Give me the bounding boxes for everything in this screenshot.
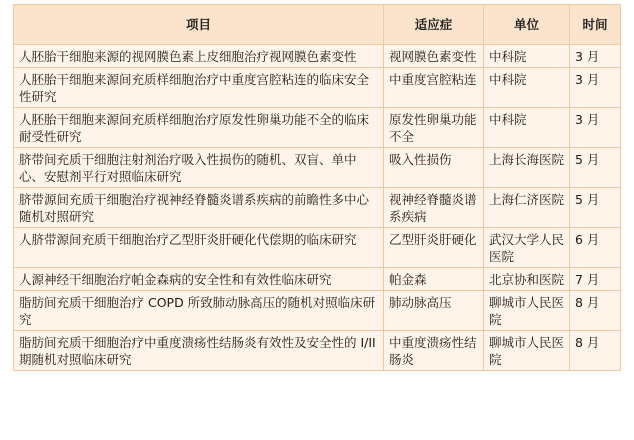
table-row bbox=[14, 331, 621, 371]
project-cell: 人胚胎干细胞来源间充质样细胞治疗中重度宫腔粘连的临床安全性研究 bbox=[14, 68, 384, 108]
institution-cell: 上海长海医院 bbox=[484, 148, 570, 188]
table-row bbox=[14, 108, 621, 148]
project-cell: 人胚胎干细胞来源的视网膜色素上皮细胞治疗视网膜色素变性 bbox=[14, 45, 384, 68]
indication-cell: 帕金森 bbox=[384, 268, 484, 291]
institution-cell: 聊城市人民医院 bbox=[484, 331, 570, 371]
time-cell: 3 月 bbox=[570, 108, 621, 148]
indication-cell: 视神经脊髓炎谱系疾病 bbox=[384, 188, 484, 228]
time-cell: 8 月 bbox=[570, 331, 621, 371]
institution-cell: 聊城市人民医院 bbox=[484, 291, 570, 331]
indication-cell: 吸入性损伤 bbox=[384, 148, 484, 188]
institution-cell: 中科院 bbox=[484, 45, 570, 68]
institution-cell: 上海仁济医院 bbox=[484, 188, 570, 228]
time-cell: 5 月 bbox=[570, 188, 621, 228]
indication-cell: 乙型肝炎肝硬化 bbox=[384, 228, 484, 268]
project-cell: 人源神经干细胞治疗帕金森病的安全性和有效性临床研究 bbox=[14, 268, 384, 291]
project-cell: 脐带源间充质干细胞治疗视神经脊髓炎谱系疾病的前瞻性多中心随机对照研究 bbox=[14, 188, 384, 228]
indication-cell: 原发性卵巢功能不全 bbox=[384, 108, 484, 148]
header-project: 项目 bbox=[14, 5, 384, 45]
table-row bbox=[14, 45, 621, 68]
clinical-trials-table bbox=[13, 4, 621, 371]
header-indication: 适应症 bbox=[384, 5, 484, 45]
time-cell: 3 月 bbox=[570, 45, 621, 68]
indication-cell: 视网膜色素变性 bbox=[384, 45, 484, 68]
institution-cell: 武汉大学人民医院 bbox=[484, 228, 570, 268]
time-cell: 5 月 bbox=[570, 148, 621, 188]
table-row bbox=[14, 68, 621, 108]
table-row bbox=[14, 228, 621, 268]
institution-cell: 中科院 bbox=[484, 68, 570, 108]
header-time: 时间 bbox=[570, 5, 621, 45]
project-cell: 脂肪间充质干细胞治疗中重度溃疡性结肠炎有效性及安全性的 I/II 期随机对照临床研究 bbox=[14, 331, 384, 371]
table-row bbox=[14, 268, 621, 291]
indication-cell: 中重度宫腔粘连 bbox=[384, 68, 484, 108]
header-institution: 单位 bbox=[484, 5, 570, 45]
table-row bbox=[14, 148, 621, 188]
institution-cell: 中科院 bbox=[484, 108, 570, 148]
project-cell: 脐带间充质干细胞注射剂治疗吸入性损伤的随机、双盲、单中心、安慰剂平行对照临床研究 bbox=[14, 148, 384, 188]
indication-cell: 肺动脉高压 bbox=[384, 291, 484, 331]
table-row bbox=[14, 291, 621, 331]
institution-cell: 北京协和医院 bbox=[484, 268, 570, 291]
project-cell: 人胚胎干细胞来源间充质样细胞治疗原发性卵巢功能不全的临床耐受性研究 bbox=[14, 108, 384, 148]
time-cell: 6 月 bbox=[570, 228, 621, 268]
table-header-row bbox=[14, 5, 621, 45]
time-cell: 7 月 bbox=[570, 268, 621, 291]
project-cell: 人脐带源间充质干细胞治疗乙型肝炎肝硬化代偿期的临床研究 bbox=[14, 228, 384, 268]
indication-cell: 中重度溃疡性结肠炎 bbox=[384, 331, 484, 371]
time-cell: 8 月 bbox=[570, 291, 621, 331]
project-cell: 脂肪间充质干细胞治疗 COPD 所致肺动脉高压的随机对照临床研究 bbox=[14, 291, 384, 331]
time-cell: 3 月 bbox=[570, 68, 621, 108]
table-row bbox=[14, 188, 621, 228]
